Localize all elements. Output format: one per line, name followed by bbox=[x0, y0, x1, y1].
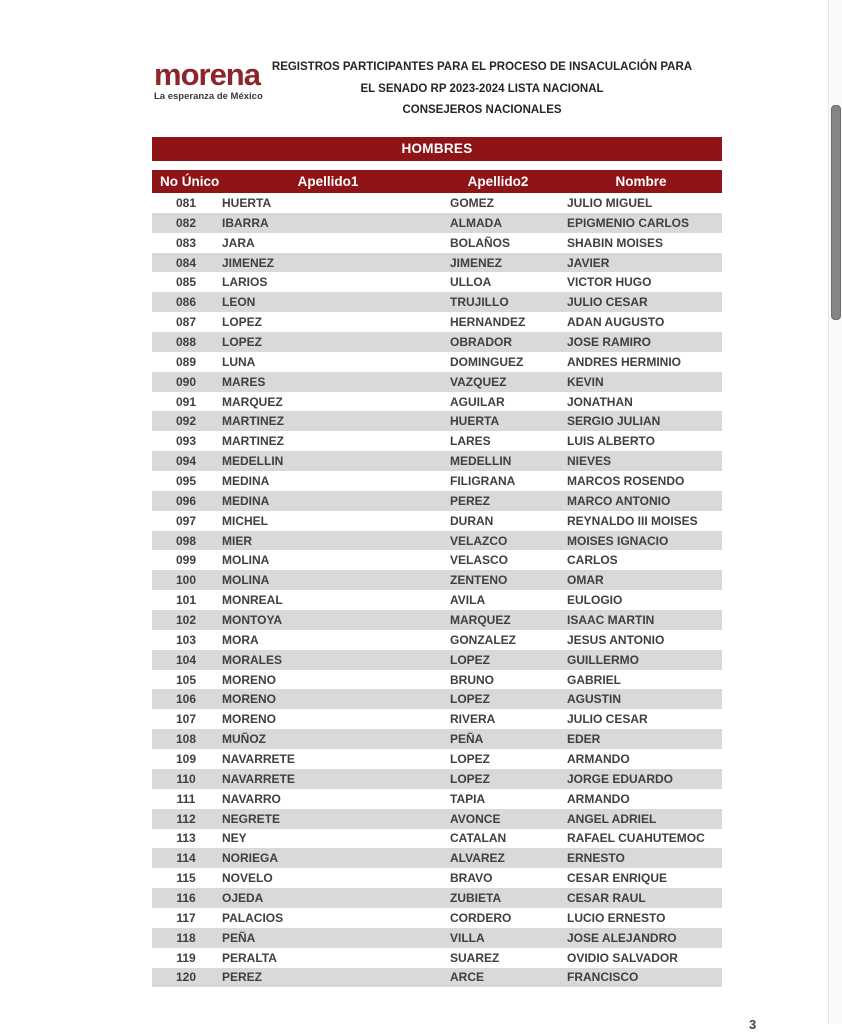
table-row bbox=[152, 372, 722, 392]
table-cell: 112 bbox=[176, 811, 196, 826]
table-cell: NAVARRETE bbox=[222, 771, 295, 786]
table-row bbox=[152, 451, 722, 471]
table-cell: LOPEZ bbox=[222, 334, 263, 349]
table-cell: 096 bbox=[175, 493, 197, 508]
table-cell: 087 bbox=[175, 315, 197, 330]
table-cell: BRAVO bbox=[450, 871, 493, 886]
table-cell: MARQUEZ bbox=[450, 612, 511, 627]
table-cell: MEDINA bbox=[222, 493, 270, 508]
table-cell: 082 bbox=[175, 215, 197, 230]
table-cell: MORALES bbox=[222, 652, 282, 667]
table-cell: ARCE bbox=[450, 970, 485, 985]
table-cell: SHABIN MOISES bbox=[567, 235, 664, 250]
table-row bbox=[152, 888, 722, 908]
table-cell: 083 bbox=[175, 235, 197, 250]
table-cell: MOLINA bbox=[222, 573, 270, 588]
table-row bbox=[152, 948, 722, 968]
table-row bbox=[152, 749, 722, 769]
table-cell: 114 bbox=[176, 851, 196, 866]
document-title bbox=[262, 57, 702, 122]
table-cell: LOPEZ bbox=[450, 652, 491, 667]
table-cell: 103 bbox=[175, 632, 197, 647]
table-cell: 081 bbox=[175, 195, 197, 210]
table-cell: PEÑA bbox=[222, 930, 256, 945]
table-cell: MEDELLIN bbox=[222, 454, 284, 469]
table-cell: JARA bbox=[222, 235, 255, 250]
table-cell: NOVELO bbox=[222, 871, 273, 886]
section-banner-hombres: HOMBRES bbox=[152, 137, 722, 161]
table-cell: 092 bbox=[175, 414, 197, 429]
table-cell: LOPEZ bbox=[450, 771, 491, 786]
table-cell: MEDELLIN bbox=[450, 454, 512, 469]
table-row bbox=[152, 928, 722, 948]
table-cell: EULOGIO bbox=[567, 593, 623, 608]
table-body bbox=[152, 193, 722, 987]
table-cell: ISAAC MARTIN bbox=[567, 612, 655, 627]
table-cell: 085 bbox=[175, 275, 197, 290]
table-header bbox=[152, 170, 722, 193]
table-row bbox=[152, 431, 722, 451]
table-cell: AVILA bbox=[450, 593, 486, 608]
table-cell: BRUNO bbox=[450, 672, 494, 687]
table-cell: TRUJILLO bbox=[450, 295, 509, 310]
table-cell: JULIO MIGUEL bbox=[567, 195, 653, 210]
table-row bbox=[152, 570, 722, 590]
table-cell: CARLOS bbox=[567, 553, 618, 568]
table-header-row bbox=[152, 170, 722, 193]
table-cell: 106 bbox=[175, 692, 197, 707]
table-cell: LOPEZ bbox=[450, 751, 491, 766]
table-cell: JAVIER bbox=[567, 255, 610, 270]
table-cell: MARCOS ROSENDO bbox=[567, 473, 685, 488]
table-cell: NAVARRETE bbox=[222, 751, 295, 766]
table-row bbox=[152, 233, 722, 253]
table-cell: MUÑOZ bbox=[222, 732, 266, 747]
table-row bbox=[152, 352, 722, 372]
title-line-3: CONSEJEROS NACIONALES bbox=[402, 104, 562, 116]
table-cell: MARTINEZ bbox=[222, 434, 284, 449]
title-line-2: EL SENADO RP 2023-2024 LISTA NACIONAL bbox=[360, 82, 604, 95]
table-cell: MICHEL bbox=[222, 513, 268, 528]
title-line-1: REGISTROS PARTICIPANTES PARA EL PROCESO DE INSACULACIÓN PARA bbox=[271, 61, 693, 73]
table-cell: 094 bbox=[175, 454, 197, 469]
table-row bbox=[152, 213, 722, 233]
table-cell: EPIGMENIO CARLOS bbox=[567, 215, 690, 230]
table-cell: EDER bbox=[567, 732, 601, 747]
table-row bbox=[152, 809, 722, 829]
logo-wordmark: morena bbox=[154, 57, 260, 92]
table-cell: FILIGRANA bbox=[450, 473, 516, 488]
table-cell: LUIS ALBERTO bbox=[567, 434, 656, 449]
table-cell: 102 bbox=[175, 612, 197, 627]
table-row bbox=[152, 848, 722, 868]
table-row bbox=[152, 769, 722, 789]
table-cell: 095 bbox=[175, 473, 197, 488]
table-cell: 119 bbox=[176, 950, 196, 965]
table-cell: 099 bbox=[175, 553, 197, 568]
table-cell: OMAR bbox=[567, 573, 604, 588]
participants-table bbox=[152, 170, 722, 987]
table-row bbox=[152, 650, 722, 670]
table-cell: CATALAN bbox=[450, 831, 507, 846]
table-row bbox=[152, 511, 722, 531]
table-cell: GONZALEZ bbox=[450, 632, 516, 647]
table-cell: 120 bbox=[175, 970, 197, 985]
morena-logo bbox=[154, 57, 263, 102]
table-cell: OJEDA bbox=[222, 891, 264, 905]
table-row bbox=[152, 292, 722, 312]
table-cell: CESAR RAUL bbox=[567, 891, 646, 905]
table-cell: GABRIEL bbox=[567, 672, 621, 687]
table-cell: 104 bbox=[175, 652, 197, 667]
table-cell: PALACIOS bbox=[222, 910, 284, 925]
table-cell: LARES bbox=[450, 434, 491, 449]
table-row bbox=[152, 193, 722, 213]
table-cell: IBARRA bbox=[222, 215, 269, 230]
table-cell: 115 bbox=[176, 871, 196, 886]
column-header-nombre: Nombre bbox=[560, 170, 722, 193]
table-cell: 108 bbox=[175, 732, 197, 747]
table-row bbox=[152, 789, 722, 809]
table-cell: MOLINA bbox=[222, 553, 270, 568]
table-cell: DURAN bbox=[450, 513, 494, 528]
table-cell: LOPEZ bbox=[450, 692, 491, 707]
table-cell: ARMANDO bbox=[567, 751, 630, 766]
table-cell: JULIO CESAR bbox=[567, 712, 648, 727]
table-row bbox=[152, 253, 722, 273]
table-cell: VELAZCO bbox=[450, 533, 508, 548]
table-cell: ANGEL ADRIEL bbox=[567, 811, 657, 826]
table-cell: 116 bbox=[176, 891, 196, 905]
scrollbar-thumb[interactable] bbox=[831, 105, 841, 320]
table-cell: 111 bbox=[176, 791, 196, 806]
table-cell: NEGRETE bbox=[222, 811, 281, 826]
table-row bbox=[152, 491, 722, 511]
table-cell: NIEVES bbox=[567, 454, 612, 469]
table-row bbox=[152, 550, 722, 570]
table-cell: 093 bbox=[175, 434, 197, 449]
table-cell: 084 bbox=[175, 255, 197, 270]
table-cell: ARMANDO bbox=[567, 791, 630, 806]
table-cell: MOISES IGNACIO bbox=[567, 533, 669, 548]
table-cell: 086 bbox=[175, 295, 197, 310]
table-cell: PEREZ bbox=[222, 970, 263, 985]
table-cell: 098 bbox=[175, 533, 197, 548]
table-cell: JIMENEZ bbox=[450, 255, 503, 270]
table-row bbox=[152, 392, 722, 412]
table-cell: DOMINGUEZ bbox=[450, 354, 524, 369]
table-row bbox=[152, 411, 722, 431]
table-row bbox=[152, 272, 722, 292]
table-cell: JOSE RAMIRO bbox=[567, 334, 652, 349]
table-cell: 097 bbox=[175, 513, 197, 528]
table-cell: ANDRES HERMINIO bbox=[567, 354, 682, 369]
table-row bbox=[152, 312, 722, 332]
table-cell: 091 bbox=[175, 394, 197, 409]
table-cell: HERNANDEZ bbox=[450, 315, 526, 330]
table-cell: AGUSTIN bbox=[567, 692, 621, 707]
table-cell: RAFAEL CUAHUTEMOC bbox=[567, 831, 705, 846]
table-row bbox=[152, 868, 722, 888]
table-cell: KEVIN bbox=[567, 374, 604, 389]
table-cell: PERALTA bbox=[222, 950, 277, 965]
table-row bbox=[152, 630, 722, 650]
table-row bbox=[152, 968, 722, 988]
table-cell: LARIOS bbox=[222, 275, 268, 290]
table-row bbox=[152, 531, 722, 551]
table-cell: RIVERA bbox=[450, 712, 496, 727]
table-cell: HUERTA bbox=[222, 195, 272, 210]
table-cell: ZUBIETA bbox=[450, 891, 502, 905]
table-row bbox=[152, 709, 722, 729]
scrollbar-track[interactable] bbox=[828, 0, 842, 1024]
table-cell: 100 bbox=[175, 573, 197, 588]
table-cell: NORIEGA bbox=[222, 851, 279, 866]
table-cell: ZENTENO bbox=[450, 573, 508, 588]
table-row bbox=[152, 590, 722, 610]
table-cell: MORENO bbox=[222, 692, 276, 707]
table-row bbox=[152, 610, 722, 630]
column-header-apellido2: Apellido2 bbox=[436, 170, 560, 193]
table-cell: SERGIO JULIAN bbox=[567, 414, 661, 429]
logo-tagline: La esperanza de México bbox=[154, 91, 263, 102]
table-cell: VILLA bbox=[450, 930, 485, 945]
table-cell: 110 bbox=[176, 771, 196, 786]
column-header-no-unico: No Único bbox=[152, 170, 220, 193]
table-row bbox=[152, 908, 722, 928]
table-cell: VELASCO bbox=[450, 553, 509, 568]
table-cell: JULIO CESAR bbox=[567, 295, 648, 310]
table-cell: ULLOA bbox=[450, 275, 492, 290]
table-cell: JOSE ALEJANDRO bbox=[567, 930, 677, 945]
table-cell: MARCO ANTONIO bbox=[567, 493, 671, 508]
table-row bbox=[152, 670, 722, 690]
table-cell: JORGE EDUARDO bbox=[567, 771, 674, 786]
table-cell: AVONCE bbox=[450, 811, 501, 826]
table-row bbox=[152, 471, 722, 491]
table-cell: MIER bbox=[222, 533, 252, 548]
table-cell: MONREAL bbox=[222, 593, 283, 608]
table-cell: MARQUEZ bbox=[222, 394, 283, 409]
table-cell: CESAR ENRIQUE bbox=[567, 871, 668, 886]
table-cell: SUAREZ bbox=[450, 950, 500, 965]
page-number: 3 bbox=[749, 1017, 757, 1032]
table-row bbox=[152, 729, 722, 749]
table-cell: ALMADA bbox=[450, 215, 502, 230]
table-cell: LUCIO ERNESTO bbox=[567, 910, 666, 925]
table-cell: MORENO bbox=[222, 672, 276, 687]
table-cell: GUILLERMO bbox=[567, 652, 639, 667]
table-cell: MARTINEZ bbox=[222, 414, 284, 429]
table-cell: PEREZ bbox=[450, 493, 491, 508]
table-cell: REYNALDO III MOISES bbox=[567, 513, 698, 528]
table-cell: HUERTA bbox=[450, 414, 500, 429]
table-cell: 113 bbox=[176, 831, 196, 846]
table-cell: 101 bbox=[175, 593, 197, 608]
column-header-apellido1: Apellido1 bbox=[220, 170, 436, 193]
table-cell: ALVAREZ bbox=[450, 851, 505, 866]
table-cell: 118 bbox=[176, 930, 196, 945]
table-row bbox=[152, 829, 722, 849]
table-cell: 088 bbox=[175, 334, 197, 349]
table-cell: VAZQUEZ bbox=[450, 374, 507, 389]
table-cell: 107 bbox=[175, 712, 197, 727]
table-cell: MORENO bbox=[222, 712, 276, 727]
table-cell: GOMEZ bbox=[450, 195, 494, 210]
table-cell: ADAN AUGUSTO bbox=[567, 315, 665, 330]
table-cell: PEÑA bbox=[450, 732, 484, 747]
table-cell: JONATHAN bbox=[567, 394, 633, 409]
table-cell: NEY bbox=[222, 831, 247, 846]
table-cell: 109 bbox=[175, 751, 197, 766]
table-cell: CORDERO bbox=[450, 910, 512, 925]
table-cell: FRANCISCO bbox=[567, 970, 639, 985]
table-row bbox=[152, 689, 722, 709]
table-cell: VICTOR HUGO bbox=[567, 275, 652, 290]
table-row bbox=[152, 332, 722, 352]
table-cell: 089 bbox=[175, 354, 197, 369]
table-cell: AGUILAR bbox=[450, 394, 505, 409]
table-cell: MEDINA bbox=[222, 473, 270, 488]
table-cell: OBRADOR bbox=[450, 334, 512, 349]
table-cell: 090 bbox=[175, 374, 197, 389]
table-cell: MORA bbox=[222, 632, 259, 647]
table-cell: LOPEZ bbox=[222, 315, 263, 330]
table-cell: ERNESTO bbox=[567, 851, 625, 866]
table-cell: LUNA bbox=[222, 354, 256, 369]
table-cell: MARES bbox=[222, 374, 266, 389]
table-cell: OVIDIO SALVADOR bbox=[567, 950, 678, 965]
table-cell: JESUS ANTONIO bbox=[567, 632, 665, 647]
table-cell: NAVARRO bbox=[222, 791, 281, 806]
table-cell: LEON bbox=[222, 295, 256, 310]
table-cell: BOLAÑOS bbox=[450, 235, 510, 250]
table-cell: TAPIA bbox=[450, 791, 486, 806]
table-cell: MONTOYA bbox=[222, 612, 283, 627]
table-cell: 117 bbox=[176, 910, 196, 925]
table-cell: 105 bbox=[175, 672, 197, 687]
table-cell: JIMENEZ bbox=[222, 255, 275, 270]
